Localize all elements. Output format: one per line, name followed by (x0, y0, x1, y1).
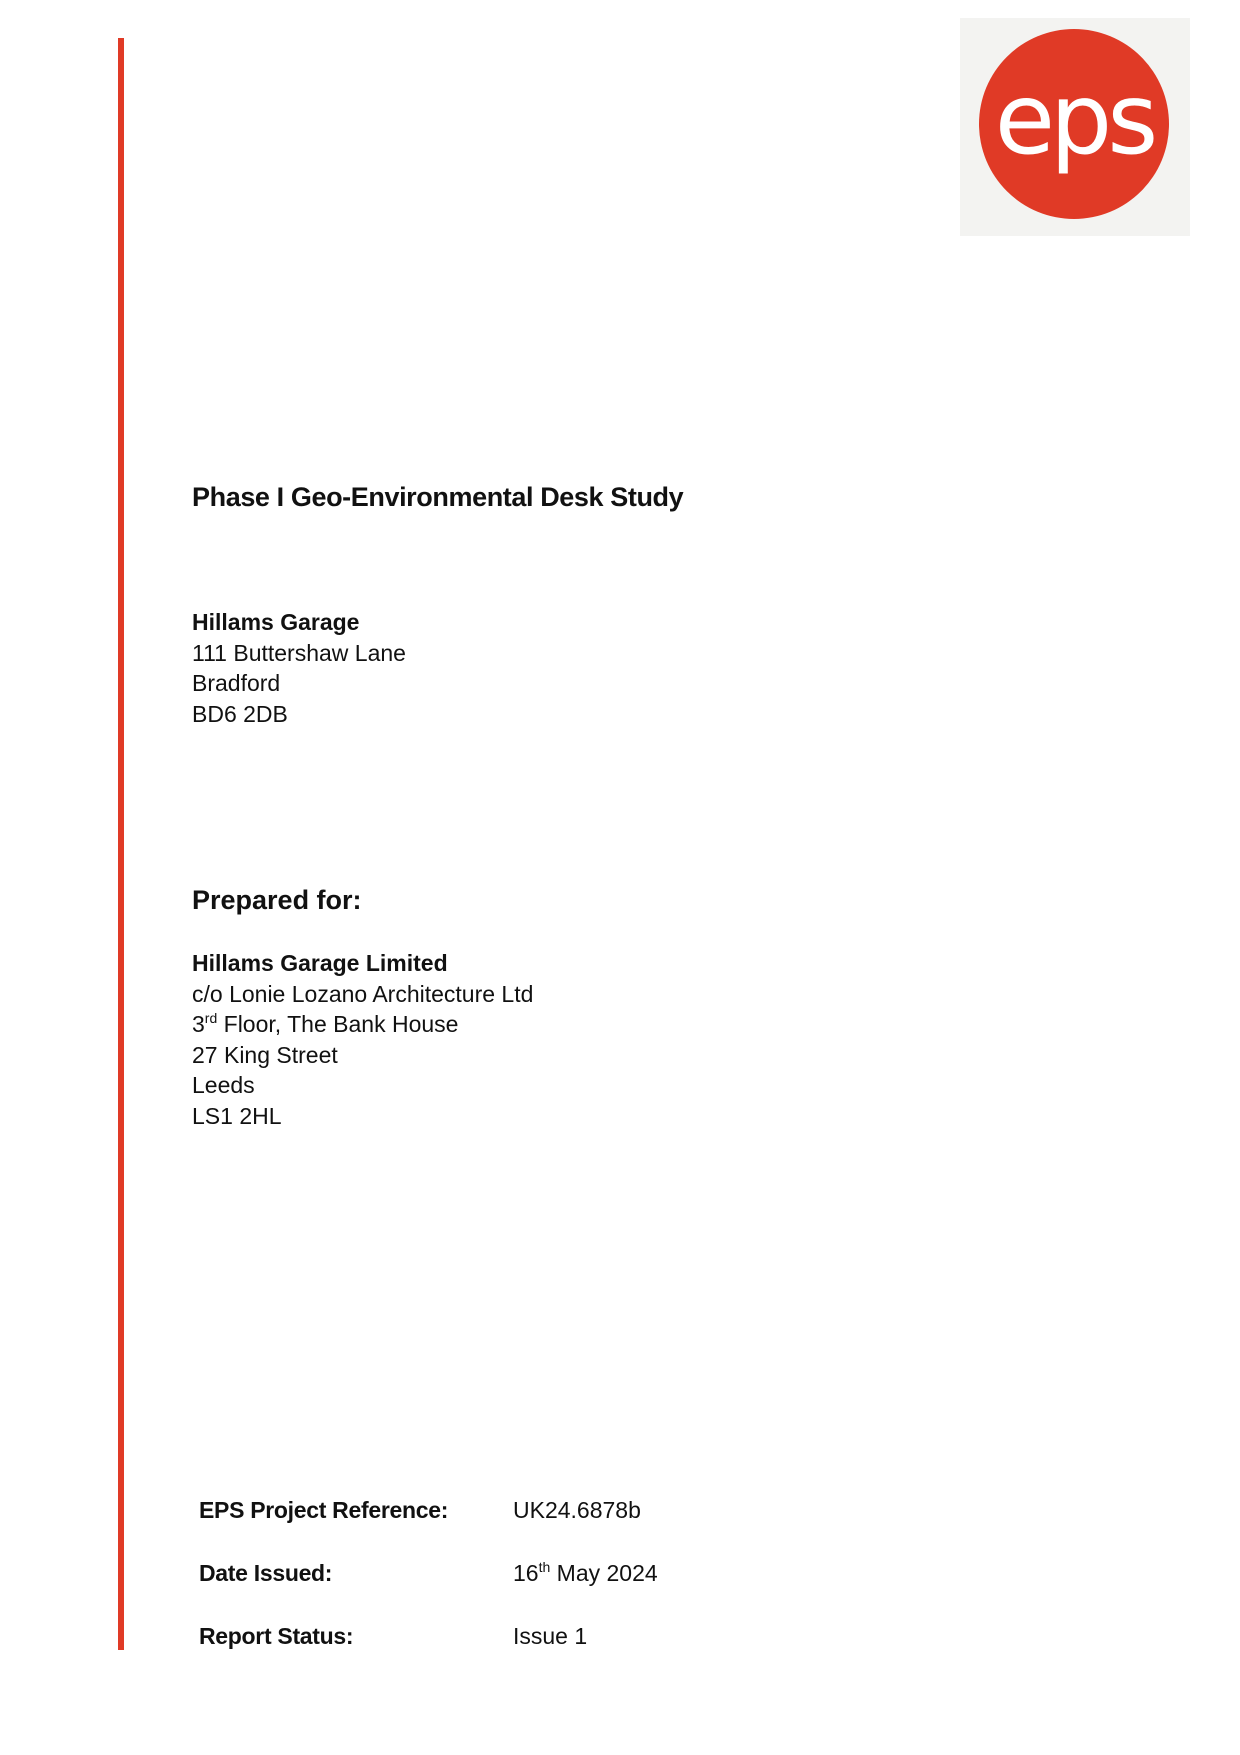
floor-ordinal: rd (204, 1010, 218, 1026)
site-name: Hillams Garage (192, 609, 360, 635)
red-margin-rule (118, 38, 124, 1650)
floor-rest: Floor, The Bank House (217, 1011, 459, 1037)
eps-logo-mark (960, 18, 1190, 236)
status-value: Issue 1 (513, 1623, 588, 1649)
reference-value: UK24.6878b (513, 1497, 641, 1523)
client-care-of: c/o Lonie Lozano Architecture Ltd (192, 980, 534, 1007)
date-label: Date Issued: (199, 1560, 333, 1586)
client-street: 27 King Street (192, 1041, 338, 1068)
prepared-for-heading: Prepared for: (192, 885, 362, 915)
client-city: Leeds (192, 1072, 255, 1098)
client-address-block (192, 948, 533, 1131)
client-name: Hillams Garage Limited (192, 950, 448, 976)
date-ordinal: th (538, 1559, 551, 1575)
client-postcode: LS1 2HL (192, 1102, 282, 1129)
status-label: Report Status: (199, 1623, 354, 1649)
date-day: 16 (513, 1560, 539, 1586)
site-address-line: Bradford (192, 670, 281, 696)
client-floor-line (192, 1009, 533, 1040)
date-rest: May 2024 (550, 1560, 658, 1586)
reference-label: EPS Project Reference: (199, 1497, 449, 1523)
document-title: Phase I Geo-Environmental Desk Study (192, 482, 684, 512)
eps-logo (960, 18, 1190, 236)
logo-text: eps (994, 63, 1154, 177)
date-value (513, 1560, 658, 1587)
floor-number: 3 (192, 1011, 205, 1037)
site-address-line: 111 Buttershaw Lane (192, 639, 406, 666)
site-address-line: BD6 2DB (192, 700, 288, 727)
site-address-block (192, 607, 406, 729)
